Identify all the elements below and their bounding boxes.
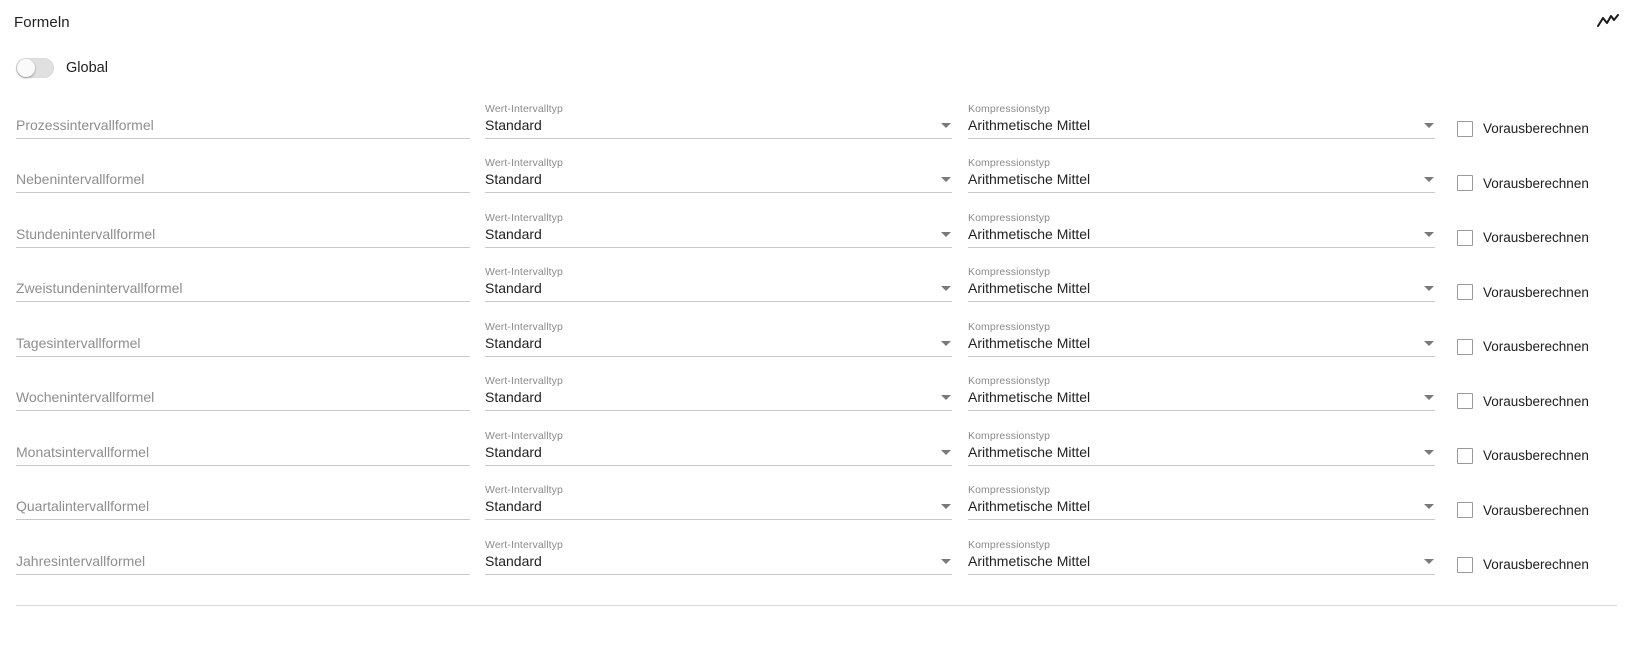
value-interval-type-value: Standard — [485, 171, 542, 187]
compression-type-select[interactable] — [968, 321, 1435, 357]
chevron-down-icon[interactable] — [1424, 123, 1434, 128]
formula-name-placeholder: Prozessintervallformel — [16, 116, 154, 133]
precalculate-checkbox[interactable] — [1457, 393, 1473, 409]
compression-type-label: Kompressionstyp — [968, 266, 1051, 278]
value-interval-type-select[interactable] — [485, 212, 952, 248]
value-interval-type-select[interactable] — [485, 157, 952, 193]
field-underline — [485, 301, 952, 302]
chevron-down-icon[interactable] — [1424, 395, 1434, 400]
value-interval-type-value: Standard — [485, 116, 542, 133]
page-title: Formeln — [14, 13, 70, 31]
compression-type-label: Kompressionstyp — [968, 211, 1051, 224]
field-underline — [485, 138, 952, 139]
field-underline — [485, 465, 952, 466]
precalculate-checkbox-row[interactable] — [1457, 175, 1589, 193]
value-interval-type-label: Wert-Intervalltyp — [485, 538, 563, 551]
global-toggle[interactable] — [16, 58, 54, 78]
formula-name-input[interactable] — [16, 440, 470, 466]
formula-rows — [0, 84, 1633, 575]
formula-name-input[interactable] — [16, 549, 470, 575]
formula-name-input[interactable] — [16, 113, 470, 139]
precalculate-checkbox[interactable] — [1457, 121, 1473, 137]
formula-name-input[interactable] — [16, 276, 470, 302]
chevron-down-icon[interactable] — [941, 504, 951, 509]
field-underline — [16, 192, 470, 193]
global-toggle-row[interactable] — [0, 44, 1633, 84]
formula-name-placeholder: Monatsintervallformel — [16, 443, 150, 460]
field-underline — [16, 301, 470, 302]
precalculate-checkbox[interactable] — [1457, 448, 1473, 464]
precalculate-checkbox[interactable] — [1457, 230, 1473, 246]
chevron-down-icon[interactable] — [1424, 232, 1434, 237]
field-underline — [485, 192, 952, 193]
field-underline — [485, 574, 952, 575]
compression-type-label: Kompressionstyp — [968, 320, 1051, 333]
value-interval-type-value: Standard — [485, 552, 542, 569]
precalculate-label: Vorausberechnen — [1483, 175, 1589, 191]
field-underline — [968, 356, 1435, 357]
chevron-down-icon[interactable] — [941, 395, 951, 400]
compression-type-select[interactable] — [968, 484, 1435, 520]
value-interval-type-select[interactable] — [485, 375, 952, 411]
precalculate-checkbox-row[interactable] — [1457, 502, 1589, 520]
precalculate-checkbox[interactable] — [1457, 557, 1473, 573]
compression-type-label: Kompressionstyp — [968, 429, 1051, 442]
precalculate-checkbox-row[interactable] — [1457, 284, 1589, 302]
precalculate-label: Vorausberechnen — [1483, 230, 1589, 245]
compression-type-label: Kompressionstyp — [968, 102, 1051, 115]
field-underline — [16, 574, 470, 575]
field-underline — [968, 410, 1435, 411]
field-underline — [485, 356, 952, 357]
value-interval-type-value: Standard — [485, 280, 542, 296]
field-underline — [16, 410, 470, 411]
formula-row — [0, 411, 1633, 466]
bottom-divider — [16, 605, 1617, 606]
value-interval-type-select[interactable] — [485, 266, 952, 302]
formula-name-placeholder: Stundenintervallformel — [16, 225, 156, 242]
value-interval-type-select[interactable] — [485, 539, 952, 575]
compression-type-value: Arithmetische Mittel — [968, 498, 1091, 514]
compression-type-value: Arithmetische Mittel — [968, 171, 1091, 187]
field-underline — [968, 301, 1435, 302]
field-underline — [485, 410, 952, 411]
chevron-down-icon[interactable] — [941, 177, 951, 182]
precalculate-checkbox-row[interactable] — [1457, 557, 1589, 575]
value-interval-type-value: Standard — [485, 443, 542, 460]
formula-row — [0, 520, 1633, 575]
chevron-down-icon[interactable] — [941, 232, 951, 237]
compression-type-value: Arithmetische Mittel — [968, 552, 1091, 569]
value-interval-type-label: Wert-Intervalltyp — [485, 266, 563, 278]
formula-name-input[interactable] — [16, 331, 470, 357]
value-interval-type-label: Wert-Intervalltyp — [485, 157, 563, 169]
value-interval-type-select[interactable] — [485, 103, 952, 139]
field-underline — [485, 247, 952, 248]
precalculate-checkbox-row[interactable] — [1457, 121, 1589, 139]
formula-name-placeholder: Nebenintervallformel — [16, 171, 145, 187]
formula-row — [0, 139, 1633, 194]
field-underline — [968, 247, 1435, 248]
formula-row — [0, 302, 1633, 357]
formula-row — [0, 357, 1633, 412]
value-interval-type-label: Wert-Intervalltyp — [485, 320, 563, 333]
precalculate-checkbox[interactable] — [1457, 284, 1473, 300]
value-interval-type-label: Wert-Intervalltyp — [485, 429, 563, 442]
compression-type-label: Kompressionstyp — [968, 375, 1051, 387]
field-underline — [485, 519, 952, 520]
value-interval-type-value: Standard — [485, 334, 542, 351]
chevron-down-icon[interactable] — [1424, 504, 1434, 509]
compression-type-value: Arithmetische Mittel — [968, 280, 1091, 296]
formula-name-input[interactable] — [16, 385, 470, 411]
compression-type-label: Kompressionstyp — [968, 538, 1051, 551]
trend-chart-icon[interactable] — [1597, 11, 1619, 33]
precalculate-checkbox-row[interactable] — [1457, 393, 1589, 411]
global-toggle-knob — [17, 59, 35, 77]
chevron-down-icon[interactable] — [1424, 286, 1434, 291]
formula-name-placeholder: Quartalintervallformel — [16, 498, 150, 514]
formula-name-input[interactable] — [16, 167, 470, 193]
precalculate-checkbox-row[interactable] — [1457, 230, 1589, 248]
precalculate-label: Vorausberechnen — [1483, 557, 1589, 572]
field-underline — [968, 192, 1435, 193]
precalculate-label: Vorausberechnen — [1483, 393, 1589, 409]
value-interval-type-select[interactable] — [485, 484, 952, 520]
formula-row — [0, 466, 1633, 521]
precalculate-checkbox[interactable] — [1457, 175, 1473, 191]
chevron-down-icon[interactable] — [1424, 559, 1434, 564]
value-interval-type-label: Wert-Intervalltyp — [485, 211, 563, 224]
compression-type-select[interactable] — [968, 103, 1435, 139]
precalculate-checkbox-row[interactable] — [1457, 339, 1589, 357]
value-interval-type-value: Standard — [485, 389, 542, 405]
precalculate-label: Vorausberechnen — [1483, 448, 1589, 463]
chevron-down-icon[interactable] — [941, 450, 951, 455]
chevron-down-icon[interactable] — [941, 286, 951, 291]
formula-row — [0, 248, 1633, 303]
compression-type-value: Arithmetische Mittel — [968, 334, 1091, 351]
value-interval-type-select[interactable] — [485, 430, 952, 466]
formula-name-placeholder: Wochenintervallformel — [16, 389, 155, 405]
compression-type-select[interactable] — [968, 212, 1435, 248]
compression-type-select[interactable] — [968, 539, 1435, 575]
field-underline — [968, 519, 1435, 520]
field-underline — [16, 138, 470, 139]
compression-type-select[interactable] — [968, 375, 1435, 411]
formula-name-placeholder: Tagesintervallformel — [16, 334, 141, 351]
precalculate-checkbox-row[interactable] — [1457, 448, 1589, 466]
compression-type-select[interactable] — [968, 430, 1435, 466]
value-interval-type-label: Wert-Intervalltyp — [485, 102, 563, 115]
chevron-down-icon[interactable] — [1424, 341, 1434, 346]
formula-name-input[interactable] — [16, 494, 470, 520]
compression-type-value: Arithmetische Mittel — [968, 116, 1091, 133]
formula-row — [0, 84, 1633, 139]
compression-type-select[interactable] — [968, 157, 1435, 193]
precalculate-label: Vorausberechnen — [1483, 502, 1589, 518]
field-underline — [968, 465, 1435, 466]
field-underline — [16, 356, 470, 357]
formula-name-input[interactable] — [16, 222, 470, 248]
chevron-down-icon[interactable] — [941, 559, 951, 564]
field-underline — [16, 247, 470, 248]
precalculate-checkbox[interactable] — [1457, 502, 1473, 518]
precalculate-checkbox[interactable] — [1457, 339, 1473, 355]
compression-type-label: Kompressionstyp — [968, 484, 1051, 496]
value-interval-type-label: Wert-Intervalltyp — [485, 375, 563, 387]
precalculate-label: Vorausberechnen — [1483, 121, 1589, 136]
value-interval-type-value: Standard — [485, 225, 542, 242]
formula-row — [0, 193, 1633, 248]
field-underline — [968, 574, 1435, 575]
value-interval-type-select[interactable] — [485, 321, 952, 357]
panel-header — [0, 0, 1633, 44]
field-underline — [968, 138, 1435, 139]
chevron-down-icon[interactable] — [941, 123, 951, 128]
field-underline — [16, 465, 470, 466]
precalculate-label: Vorausberechnen — [1483, 284, 1589, 300]
formula-name-placeholder: Zweistundenintervallformel — [16, 280, 183, 296]
compression-type-value: Arithmetische Mittel — [968, 389, 1091, 405]
compression-type-value: Arithmetische Mittel — [968, 443, 1091, 460]
value-interval-type-label: Wert-Intervalltyp — [485, 484, 563, 496]
chevron-down-icon[interactable] — [1424, 177, 1434, 182]
value-interval-type-value: Standard — [485, 498, 542, 514]
global-toggle-label: Global — [66, 60, 108, 76]
compression-type-select[interactable] — [968, 266, 1435, 302]
compression-type-label: Kompressionstyp — [968, 157, 1051, 169]
precalculate-label: Vorausberechnen — [1483, 339, 1589, 354]
chevron-down-icon[interactable] — [1424, 450, 1434, 455]
formula-name-placeholder: Jahresintervallformel — [16, 552, 146, 569]
compression-type-value: Arithmetische Mittel — [968, 225, 1091, 242]
chevron-down-icon[interactable] — [941, 341, 951, 346]
field-underline — [16, 519, 470, 520]
